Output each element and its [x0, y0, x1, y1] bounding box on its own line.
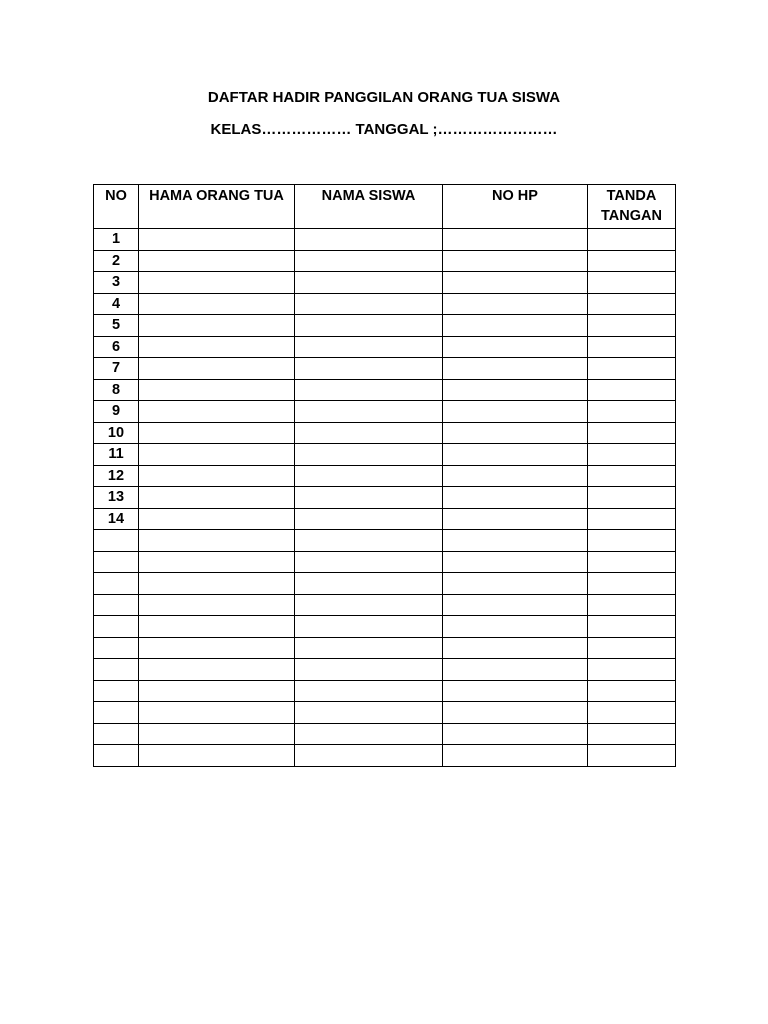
parent-name-cell — [139, 573, 295, 595]
table-row — [94, 487, 676, 509]
phone-cell — [443, 723, 588, 745]
row-number-cell — [94, 573, 139, 595]
column-header-student-name: NAMA SISWA — [295, 185, 443, 229]
column-header-parent-name: HAMA ORANG TUA — [139, 185, 295, 229]
table-row — [94, 573, 676, 595]
signature-cell — [588, 680, 676, 702]
student-name-cell — [295, 659, 443, 681]
student-name-cell — [295, 745, 443, 767]
table-header-row — [94, 185, 676, 229]
row-number-cell — [94, 745, 139, 767]
table-row — [94, 723, 676, 745]
phone-cell — [443, 229, 588, 251]
parent-name-cell — [139, 530, 295, 552]
signature-cell — [588, 250, 676, 272]
table-row — [94, 336, 676, 358]
student-name-cell — [295, 551, 443, 573]
student-name-cell — [295, 272, 443, 294]
signature-cell — [588, 465, 676, 487]
parent-name-cell — [139, 272, 295, 294]
student-name-cell — [295, 530, 443, 552]
parent-name-cell — [139, 444, 295, 466]
row-number-cell — [94, 659, 139, 681]
phone-cell — [443, 487, 588, 509]
row-number-cell: 10 — [94, 422, 139, 444]
phone-cell — [443, 250, 588, 272]
signature-cell — [588, 487, 676, 509]
table-row — [94, 465, 676, 487]
parent-name-cell — [139, 637, 295, 659]
parent-name-cell — [139, 250, 295, 272]
row-number-cell: 11 — [94, 444, 139, 466]
parent-name-cell — [139, 229, 295, 251]
table-row — [94, 551, 676, 573]
table-row — [94, 401, 676, 423]
parent-name-cell — [139, 659, 295, 681]
phone-cell — [443, 444, 588, 466]
student-name-cell — [295, 723, 443, 745]
row-number-cell: 8 — [94, 379, 139, 401]
table-row — [94, 530, 676, 552]
phone-cell — [443, 336, 588, 358]
row-number-cell — [94, 616, 139, 638]
signature-cell — [588, 637, 676, 659]
table-row — [94, 637, 676, 659]
parent-name-cell — [139, 358, 295, 380]
phone-cell — [443, 293, 588, 315]
signature-cell — [588, 508, 676, 530]
phone-cell — [443, 315, 588, 337]
signature-cell — [588, 723, 676, 745]
signature-cell — [588, 616, 676, 638]
signature-cell — [588, 272, 676, 294]
phone-cell — [443, 594, 588, 616]
table-row — [94, 702, 676, 724]
student-name-cell — [295, 336, 443, 358]
phone-cell — [443, 508, 588, 530]
phone-cell — [443, 358, 588, 380]
table-row — [94, 616, 676, 638]
table-row — [94, 358, 676, 380]
table-row — [94, 272, 676, 294]
phone-cell — [443, 530, 588, 552]
row-number-cell: 2 — [94, 250, 139, 272]
phone-cell — [443, 659, 588, 681]
document-title: DAFTAR HADIR PANGGILAN ORANG TUA SISWA — [207, 89, 561, 106]
row-number-cell: 5 — [94, 315, 139, 337]
student-name-cell — [295, 315, 443, 337]
phone-cell — [443, 379, 588, 401]
table-row — [94, 745, 676, 767]
table-row — [94, 594, 676, 616]
parent-name-cell — [139, 745, 295, 767]
student-name-cell — [295, 379, 443, 401]
student-name-cell — [295, 637, 443, 659]
class-date-line: KELAS……………… TANGGAL ;…………………… — [210, 121, 558, 138]
student-name-cell — [295, 616, 443, 638]
student-name-cell — [295, 702, 443, 724]
table-row — [94, 422, 676, 444]
signature-cell — [588, 293, 676, 315]
row-number-cell: 13 — [94, 487, 139, 509]
parent-name-cell — [139, 401, 295, 423]
signature-cell — [588, 702, 676, 724]
column-header-signature: TANDA TANGAN — [588, 185, 676, 229]
phone-cell — [443, 616, 588, 638]
phone-cell — [443, 745, 588, 767]
student-name-cell — [295, 250, 443, 272]
column-header-phone: NO HP — [443, 185, 588, 229]
student-name-cell — [295, 293, 443, 315]
signature-cell — [588, 659, 676, 681]
row-number-cell: 9 — [94, 401, 139, 423]
signature-cell — [588, 229, 676, 251]
row-number-cell — [94, 723, 139, 745]
phone-cell — [443, 702, 588, 724]
phone-cell — [443, 401, 588, 423]
row-number-cell — [94, 551, 139, 573]
parent-name-cell — [139, 551, 295, 573]
student-name-cell — [295, 229, 443, 251]
student-name-cell — [295, 508, 443, 530]
parent-name-cell — [139, 293, 295, 315]
parent-name-cell — [139, 315, 295, 337]
signature-cell — [588, 444, 676, 466]
student-name-cell — [295, 594, 443, 616]
table-row — [94, 659, 676, 681]
row-number-cell — [94, 680, 139, 702]
signature-cell — [588, 551, 676, 573]
parent-name-cell — [139, 723, 295, 745]
parent-name-cell — [139, 465, 295, 487]
signature-cell — [588, 336, 676, 358]
row-number-cell — [94, 637, 139, 659]
row-number-cell — [94, 594, 139, 616]
table-row — [94, 229, 676, 251]
phone-cell — [443, 573, 588, 595]
table-row — [94, 293, 676, 315]
table-row — [94, 379, 676, 401]
row-number-cell: 4 — [94, 293, 139, 315]
table-row — [94, 508, 676, 530]
table-row — [94, 444, 676, 466]
table-row — [94, 250, 676, 272]
phone-cell — [443, 465, 588, 487]
row-number-cell: 7 — [94, 358, 139, 380]
signature-cell — [588, 401, 676, 423]
phone-cell — [443, 551, 588, 573]
parent-name-cell — [139, 508, 295, 530]
signature-cell — [588, 573, 676, 595]
phone-cell — [443, 422, 588, 444]
row-number-cell: 1 — [94, 229, 139, 251]
table-body — [94, 229, 676, 767]
row-number-cell: 3 — [94, 272, 139, 294]
phone-cell — [443, 272, 588, 294]
student-name-cell — [295, 487, 443, 509]
row-number-cell: 12 — [94, 465, 139, 487]
student-name-cell — [295, 465, 443, 487]
phone-cell — [443, 680, 588, 702]
attendance-table — [93, 184, 676, 767]
row-number-cell: 14 — [94, 508, 139, 530]
student-name-cell — [295, 422, 443, 444]
signature-cell — [588, 379, 676, 401]
student-name-cell — [295, 401, 443, 423]
parent-name-cell — [139, 379, 295, 401]
signature-cell — [588, 315, 676, 337]
student-name-cell — [295, 573, 443, 595]
signature-cell — [588, 745, 676, 767]
phone-cell — [443, 637, 588, 659]
row-number-cell — [94, 530, 139, 552]
parent-name-cell — [139, 702, 295, 724]
parent-name-cell — [139, 336, 295, 358]
table-row — [94, 315, 676, 337]
parent-name-cell — [139, 616, 295, 638]
student-name-cell — [295, 444, 443, 466]
column-header-no: NO — [94, 185, 139, 229]
row-number-cell — [94, 702, 139, 724]
parent-name-cell — [139, 422, 295, 444]
signature-cell — [588, 594, 676, 616]
signature-cell — [588, 422, 676, 444]
table-row — [94, 680, 676, 702]
signature-cell — [588, 358, 676, 380]
student-name-cell — [295, 680, 443, 702]
parent-name-cell — [139, 594, 295, 616]
row-number-cell: 6 — [94, 336, 139, 358]
student-name-cell — [295, 358, 443, 380]
signature-cell — [588, 530, 676, 552]
parent-name-cell — [139, 680, 295, 702]
parent-name-cell — [139, 487, 295, 509]
